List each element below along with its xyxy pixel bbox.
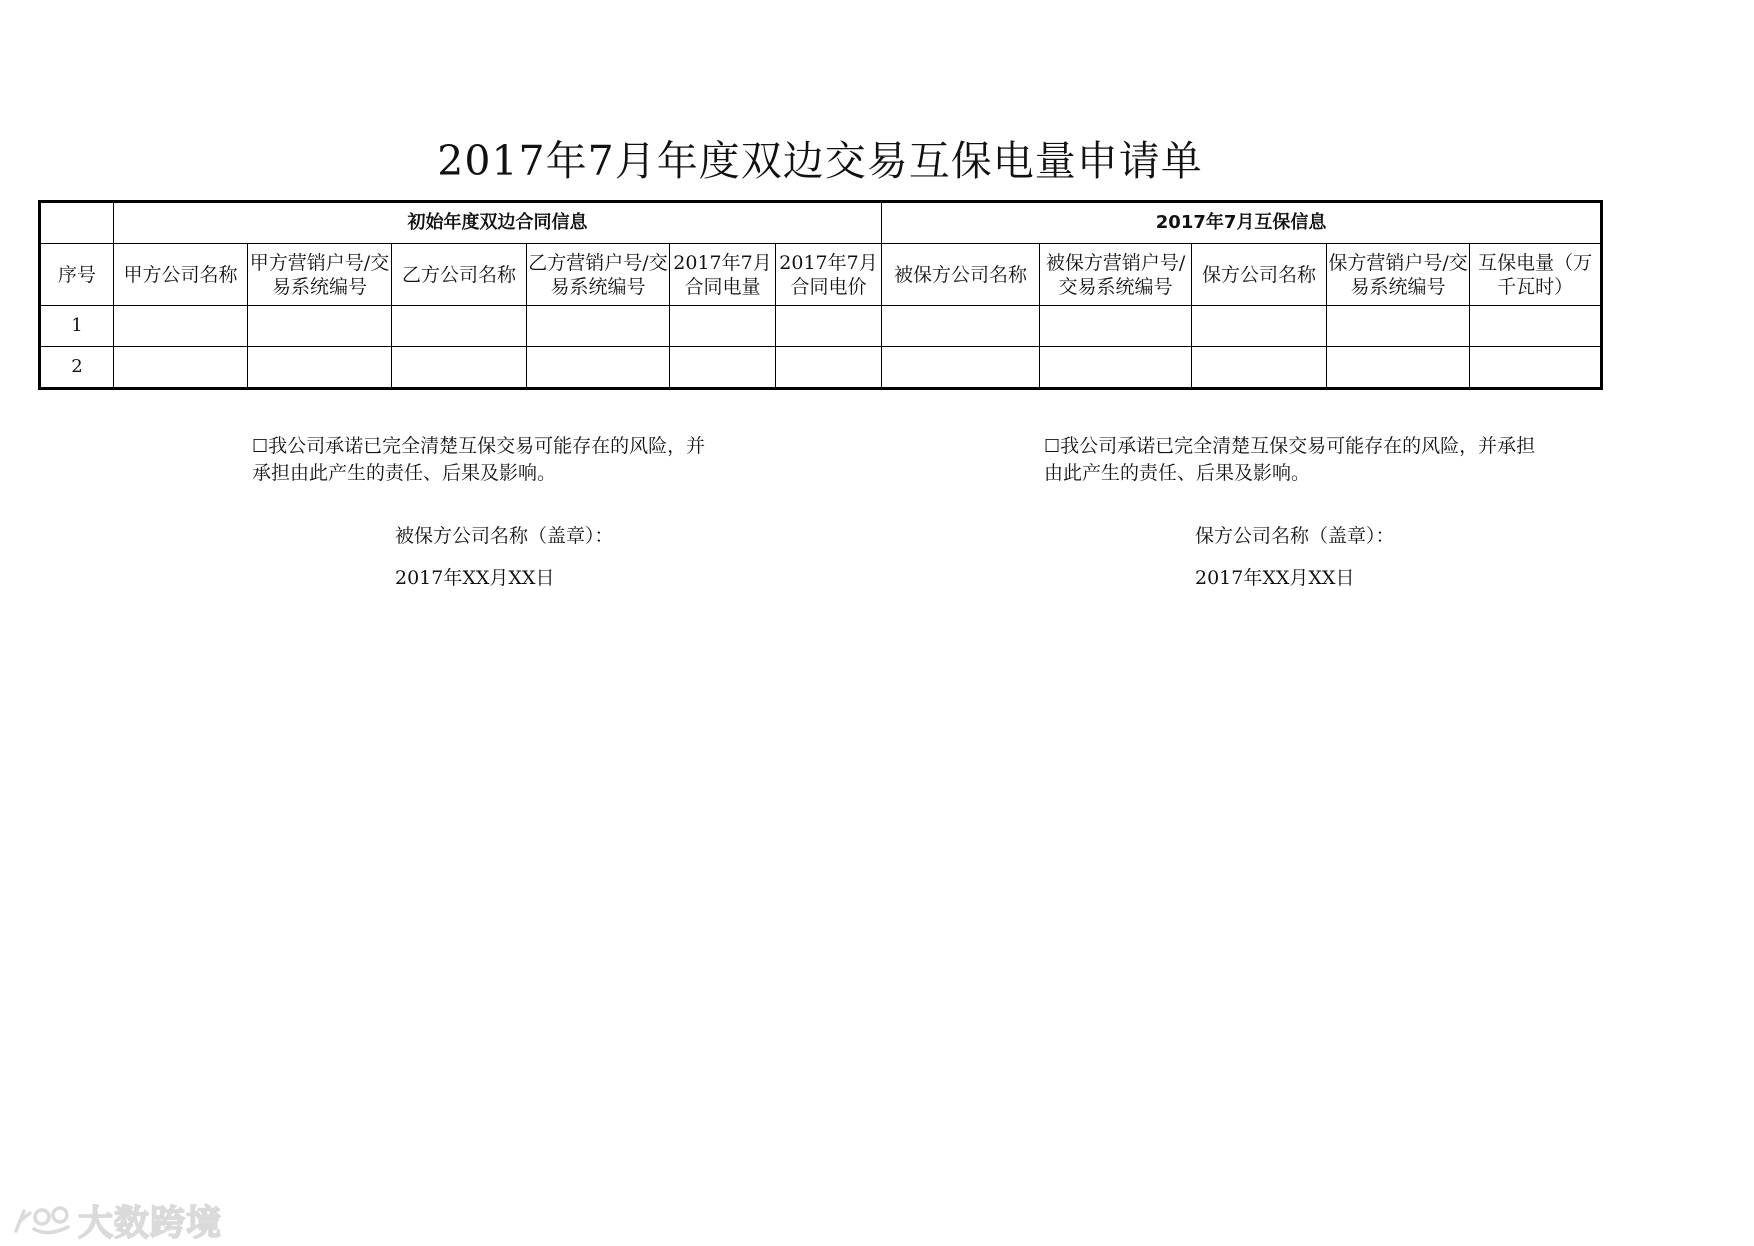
- col-header-guarantor-name: 保方公司名称: [1192, 244, 1327, 306]
- col-header-guarantee-volume: 互保电量（万千瓦时）: [1470, 244, 1602, 306]
- table-cell[interactable]: [882, 306, 1040, 347]
- table-cell[interactable]: [527, 347, 670, 389]
- left-pledge: [252, 433, 772, 487]
- table-cell[interactable]: [392, 306, 527, 347]
- left-checkbox[interactable]: ☐: [252, 436, 269, 457]
- col-header-guarantor-account: 保方营销户号/交易系统编号: [1327, 244, 1470, 306]
- table-cell[interactable]: [1327, 347, 1470, 389]
- table-cell[interactable]: [392, 347, 527, 389]
- right-signature-label: 保方公司名称（盖章）：: [1195, 525, 1395, 547]
- watermark-text: 大数跨境: [78, 1204, 223, 1244]
- left-date: 2017年XX月XX日: [395, 567, 555, 589]
- col-header-party-b-name: 乙方公司名称: [392, 244, 527, 306]
- table-cell[interactable]: [114, 347, 248, 389]
- application-table: [38, 200, 1603, 390]
- column-header-row: [40, 244, 1602, 306]
- table-cell[interactable]: [1192, 306, 1327, 347]
- table-cell[interactable]: [1327, 306, 1470, 347]
- logo-icon: [12, 1203, 78, 1239]
- table-cell[interactable]: [776, 347, 882, 389]
- col-header-guaranteed-name: 被保方公司名称: [882, 244, 1040, 306]
- group-header-original-contract: 初始年度双边合同信息: [114, 202, 882, 244]
- group-header-mutual-guarantee: 2017年7月互保信息: [882, 202, 1602, 244]
- table-cell[interactable]: [1040, 347, 1192, 389]
- col-header-index: 序号: [40, 244, 114, 306]
- table-cell[interactable]: [1192, 347, 1327, 389]
- left-pledge-line-1: ☐我公司承诺已完全清楚互保交易可能存在的风险，并: [252, 435, 706, 457]
- left-signature-label: 被保方公司名称（盖章）：: [395, 525, 614, 547]
- col-header-party-a-name: 甲方公司名称: [114, 244, 248, 306]
- row-index: 1: [40, 306, 114, 347]
- left-pledge-line-2: 承担由此产生的责任、后果及影响。: [252, 462, 557, 484]
- col-header-guaranteed-account: 被保方营销户号/交易系统编号: [1040, 244, 1192, 306]
- table-cell[interactable]: [1470, 306, 1602, 347]
- table-cell[interactable]: [670, 306, 776, 347]
- group-header-row: [40, 202, 1602, 244]
- table-cell[interactable]: [882, 347, 1040, 389]
- table-cell[interactable]: [670, 347, 776, 389]
- watermark: [12, 1196, 222, 1246]
- table-cell[interactable]: [1470, 347, 1602, 389]
- right-pledge-line-1: ☐我公司承诺已完全清楚互保交易可能存在的风险，并承担: [1044, 435, 1536, 457]
- page-title: 2017年7月年度双边交易互保电量申请单: [437, 137, 1203, 185]
- right-pledge-line-2: 由此产生的责任、后果及影响。: [1044, 462, 1311, 484]
- right-date: 2017年XX月XX日: [1195, 567, 1355, 589]
- table-cell[interactable]: [1040, 306, 1192, 347]
- table-row: [40, 306, 1602, 347]
- row-index: 2: [40, 347, 114, 389]
- col-header-contract-price: 2017年7月合同电价: [776, 244, 882, 306]
- table-cell[interactable]: [248, 306, 392, 347]
- col-header-contract-volume: 2017年7月合同电量: [670, 244, 776, 306]
- table-cell[interactable]: [776, 306, 882, 347]
- table-cell[interactable]: [114, 306, 248, 347]
- table-cell[interactable]: [248, 347, 392, 389]
- right-pledge: [1044, 433, 1604, 487]
- table-cell[interactable]: [527, 306, 670, 347]
- group-header-blank: [40, 202, 114, 244]
- col-header-party-b-account: 乙方营销户号/交易系统编号: [527, 244, 670, 306]
- col-header-party-a-account: 甲方营销户号/交易系统编号: [248, 244, 392, 306]
- right-checkbox[interactable]: ☐: [1044, 436, 1061, 457]
- table-row: [40, 347, 1602, 389]
